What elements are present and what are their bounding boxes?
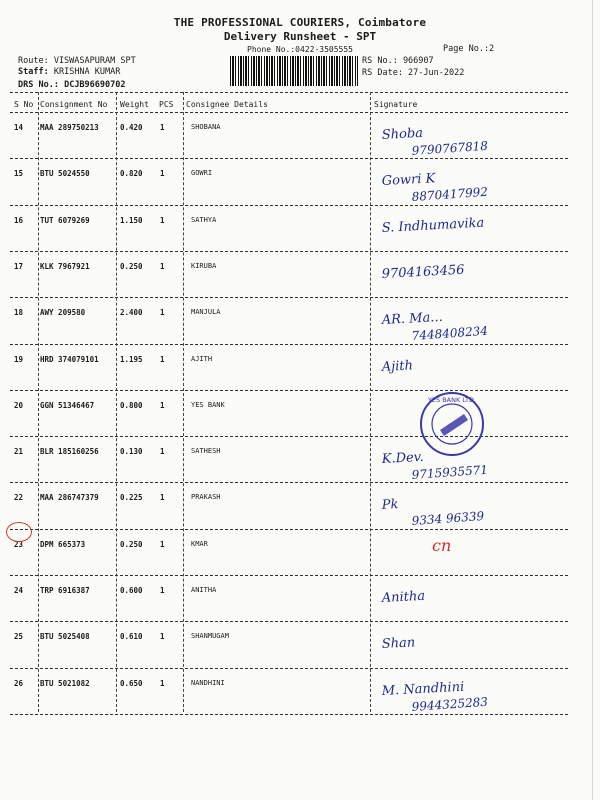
row-rule [10,251,568,252]
row-rule [10,205,568,206]
row-consignee: KMAR [191,539,208,548]
row-sno: 23 [14,539,24,549]
sheet-title: Delivery Runsheet - SPT [223,30,377,43]
company-name: THE PROFESSIONAL COURIERS, Coimbatore [173,16,427,29]
row-weight: 0.250 [120,539,143,549]
row-weight: 0.225 [120,493,143,503]
row-sno: 25 [14,632,24,642]
row-signature [372,675,562,719]
signature-phone: 8870417992 [411,184,489,205]
staff-name: KRISHNA KUMAR [53,67,121,77]
row-pcs: 1 [160,539,165,549]
row-consignment: TUT 6079269 [40,215,90,225]
bank-stamp [418,390,486,458]
row-consignee: SHOBANA [191,123,221,131]
row-rule [10,158,568,159]
row-consignment: KLK 7967921 [40,261,90,271]
drs-value: DCJB96690702 [64,80,126,90]
row-sno: 17 [14,261,24,271]
row-consignment: TRP 6916387 [40,586,90,595]
signature-scrawl: Pk [381,497,399,514]
barcode [230,56,358,86]
row-consignment: BTU 5025408 [40,632,90,642]
row-rule [10,529,568,530]
row-consignment: BLR 185160256 [40,447,99,457]
page-number: Page No.:2 [443,44,495,54]
signature-phone: 9334 96339 [411,509,485,529]
row-consignee: PRAKASH [191,493,221,502]
row-sno: 22 [14,493,24,503]
row-23-circle-mark [6,522,32,542]
row-rule [10,575,568,576]
row-signature [372,119,562,163]
row-weight: 2.400 [120,308,143,318]
signature-scrawl: M. Nandhini [381,679,465,699]
row-signature [372,258,562,302]
row-weight: 0.130 [120,447,143,457]
staff-label: Staff: [18,67,49,77]
row-consignment: MAA 289750213 [40,123,99,132]
row-pcs: 1 [160,400,165,410]
signature-scrawl: K.Dev. [381,449,425,468]
phone-number: Phone No.:0422-3505555 [247,45,353,54]
route: Route: VISWASAPURAM SPT [18,56,136,66]
signature-phone: 9944325283 [411,694,489,714]
col-divider [183,92,184,712]
signature-scrawl: Anitha [381,588,426,606]
signature-scrawl: 9704163456 [381,262,465,282]
row-pcs: 1 [160,447,165,457]
signature-scrawl: S. Indhumavika [381,215,485,236]
row-pcs: 1 [160,678,165,688]
row-pcs: 1 [160,493,165,503]
row-pcs: 1 [160,632,165,642]
red-annotation: cn [432,536,452,555]
row-signature [372,165,562,209]
signature-phone: 9790767818 [411,138,489,158]
row-consignee: AJITH [191,354,213,363]
signature-scrawl: Ajith [381,357,414,375]
col-weight: Weight [120,100,149,109]
row-consignment: HRD 374079101 [40,354,99,364]
row-consignment: MAA 286747379 [40,493,99,503]
rs-date: RS Date: 27-Jun-2022 [362,68,465,78]
row-rule [10,621,568,622]
row-weight: 0.420 [120,123,143,132]
col-divider [370,92,371,712]
row-consignee: GOWRI [191,169,213,178]
row-rule [10,482,568,483]
row-pcs: 1 [160,586,165,595]
row-weight: 0.600 [120,586,143,595]
row-consignment: DPM 665373 [40,539,86,549]
row-consignee: KIRUBA [191,261,217,270]
row-sno: 26 [14,678,24,688]
row-signature [372,489,562,533]
row-consignment: AWY 209580 [40,308,86,318]
col-consignee: Consignee Details [186,100,268,109]
row-pcs: 1 [160,123,165,132]
col-signature: Signature [374,100,418,109]
row-consignment: BTU 5021082 [40,678,90,688]
row-pcs: 1 [160,261,165,271]
row-weight: 0.820 [120,169,143,179]
row-sno: 15 [14,169,24,179]
row-weight: 0.650 [120,678,143,688]
col-divider [38,92,39,712]
col-divider [116,92,117,712]
row-pcs: 1 [160,354,165,364]
row-signature [372,351,562,395]
stamp-text: YES BANK LTD. [427,396,477,404]
row-consignee: NANDHINI [191,678,225,687]
col-sno: S No [14,100,34,109]
rs-number: RS No.: 966907 [362,56,434,66]
row-sno: 14 [14,123,24,132]
row-signature [372,582,562,626]
row-consignee: SATHESH [191,447,221,456]
row-rule [10,344,568,345]
signature-scrawl: Gowri K [381,171,436,190]
drs-number [18,80,126,90]
row-rule [10,297,568,298]
signature-scrawl: Shan [381,635,416,653]
row-pcs: 1 [160,308,165,318]
table-top-rule [10,92,568,93]
row-sno: 18 [14,308,24,318]
signature-scrawl: Shoba [381,125,424,143]
row-signature [372,304,562,348]
row-rule [10,668,568,669]
row-consignment: GGN 51346467 [40,400,95,410]
row-weight: 0.610 [120,632,143,642]
row-weight: 0.800 [120,400,143,410]
signature-phone: 7448408234 [411,323,489,344]
row-pcs: 1 [160,215,165,225]
row-consignment: BTU 5024550 [40,169,90,179]
signature-scrawl: AR. Ma... [381,310,444,329]
row-weight: 0.250 [120,261,143,271]
page-edge [592,0,593,800]
col-pcs: PCS [159,100,174,109]
row-sno: 20 [14,400,24,410]
row-signature [372,628,562,672]
row-consignee: MANJULA [191,308,221,317]
row-consignee: SHANMUGAM [191,632,229,641]
row-signature [372,212,562,256]
col-consignment: Consignment No [40,100,108,109]
signature-phone: 9715935571 [411,462,489,483]
row-pcs: 1 [160,169,165,179]
row-rule [10,714,568,715]
row-consignee: SATHYA [191,215,217,224]
row-sno: 21 [14,447,24,457]
row-signature [372,536,562,580]
row-sno: 16 [14,215,24,225]
row-consignee: ANITHA [191,586,217,594]
row-weight: 1.150 [120,215,143,225]
row-weight: 1.195 [120,354,143,364]
row-consignee: YES BANK [191,400,225,409]
staff [18,67,120,77]
row-sno: 19 [14,354,24,364]
header-bottom-rule [10,112,568,113]
drs-label: DRS No.: [18,80,59,90]
row-sno: 24 [14,586,24,595]
